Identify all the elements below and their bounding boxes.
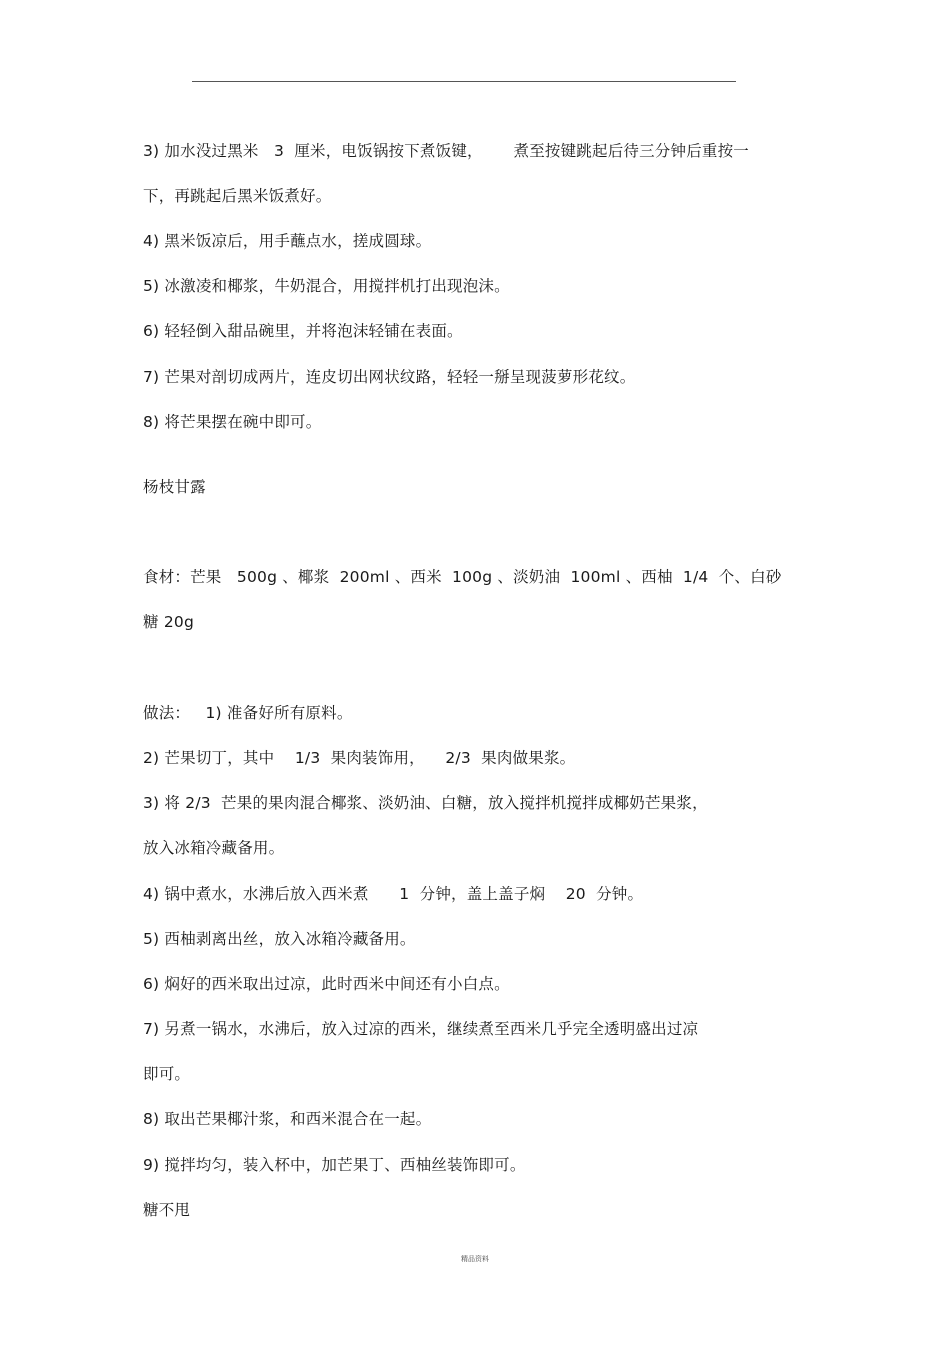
text-line: 8) 将芒果摆在碗中即可。: [143, 413, 322, 431]
text-line: 2) 芒果切丁，其中 1/3 果肉装饰用， 2/3 果肉做果浆。: [143, 749, 576, 767]
text-line: 8) 取出芒果椰汁浆，和西米混合在一起。: [143, 1110, 432, 1128]
text-line: 食材：芒果 500g 、椰浆 200ml 、西米 100g 、淡奶油 100ml 、西柚 1/4 个、白砂: [143, 568, 782, 586]
text-line: 做法： 1) 准备好所有原料。: [143, 704, 353, 722]
text-line: 下，再跳起后黑米饭煮好。: [143, 187, 332, 205]
text-line: 4) 锅中煮水，水沸后放入西米煮 1 分钟，盖上盖子焖 20 分钟。: [143, 885, 644, 903]
text-line: 放入冰箱冷藏备用。: [143, 839, 285, 857]
text-line: 7) 另煮一锅水，水沸后，放入过凉的西米，继续煮至西米几乎完全透明盛出过凉: [143, 1020, 699, 1038]
text-line: 4) 黑米饭凉后，用手蘸点水，搓成圆球。: [143, 232, 432, 250]
text-line: 糖 20g: [143, 613, 194, 631]
section-title: 杨枝甘露: [143, 478, 206, 496]
text-line: 6) 轻轻倒入甜品碗里，并将泡沫轻铺在表面。: [143, 322, 463, 340]
text-line: 3) 将 2/3 芒果的果肉混合椰浆、淡奶油、白糖，放入搅拌机搅拌成椰奶芒果浆，: [143, 794, 708, 812]
text-line: 5) 冰激凌和椰浆，牛奶混合，用搅拌机打出现泡沫。: [143, 277, 510, 295]
text-line: 7) 芒果对剖切成两片，连皮切出网状纹路，轻轻一掰呈现菠萝形花纹。: [143, 368, 636, 386]
header-rule: [192, 81, 736, 82]
text-line: 3) 加水没过黑米 3 厘米，电饭锅按下煮饭键， 煮至按键跳起后待三分钟后重按一: [143, 142, 749, 160]
page-footer: 精品资料: [461, 1255, 489, 1263]
text-line: 即可。: [143, 1065, 191, 1083]
section-title: 糖不甩: [143, 1201, 191, 1219]
text-line: 9) 搅拌均匀，装入杯中，加芒果丁、西柚丝装饰即可。: [143, 1156, 526, 1174]
text-line: 5) 西柚剥离出丝，放入冰箱冷藏备用。: [143, 930, 416, 948]
text-line: 6) 焖好的西米取出过凉，此时西米中间还有小白点。: [143, 975, 510, 993]
